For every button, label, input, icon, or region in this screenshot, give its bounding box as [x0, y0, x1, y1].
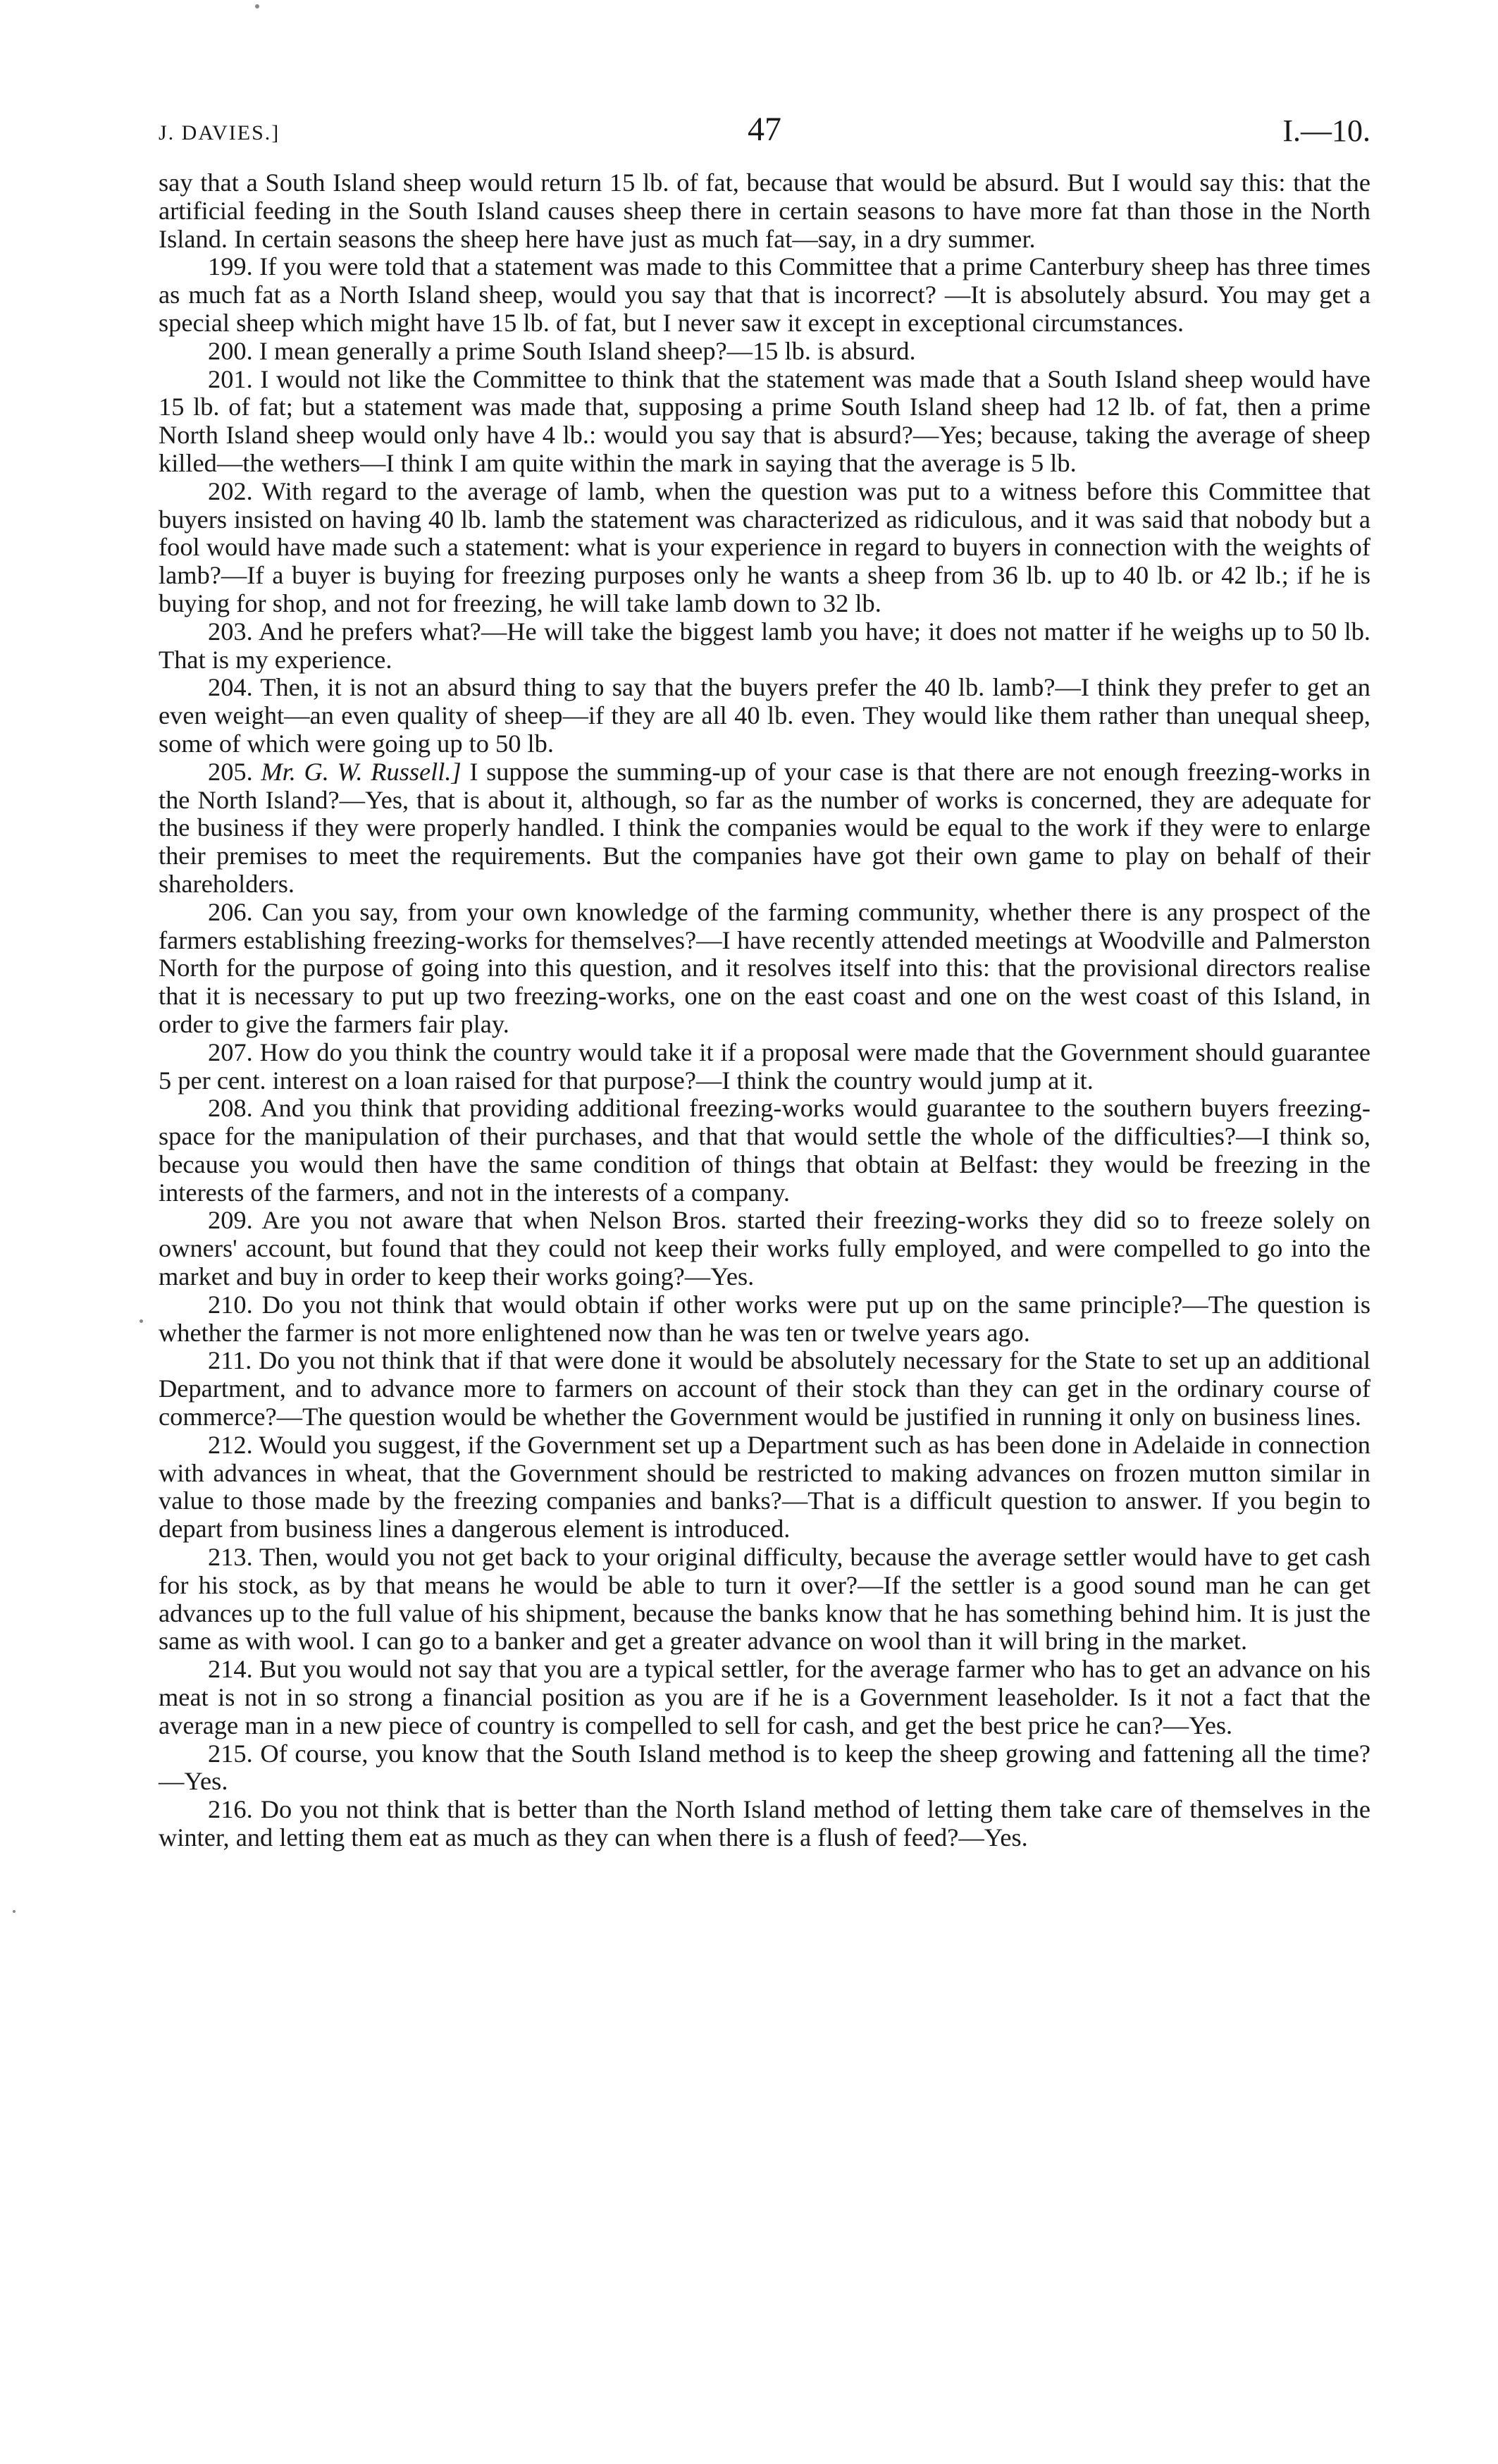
speaker-name: Mr. G. W. Russell.]	[261, 757, 462, 786]
question-214: 214. But you would not say that you are a typical settler, for the average farmer who has to get an advance on his meat is not in so strong a financial position as you are if he is a Government leaseholder. Is it not a fact that the average man in a new piece of country is compelled to sell for cash, and get the best price he can?—Yes.	[159, 1655, 1370, 1739]
scan-speck	[140, 1319, 143, 1323]
question-215: 215. Of course, you know that the South Island method is to keep the sheep growing and fattening all the time?—Yes.	[159, 1739, 1370, 1796]
question-206: 206. Can you say, from your own knowledge of the farming community, whether there is any prospect of the farmers establishing freezing-works for themselves?—I have recently attended meetings at Woodville and Palmerston North for the purpose of going into this question, and it resolves itself into this: that the provisional directors realise that it is necessary to put up two freezing-works, one on the east coast and one on the west coast of this Island, in order to give the farmers fair play.	[159, 897, 1370, 1038]
question-200: 200. I mean generally a prime South Island sheep?—15 lb. is absurd.	[208, 336, 916, 365]
document-reference: I.—10.	[1282, 113, 1370, 148]
question-text: I suppose the summing-up of your case is that there are not enough freezing-works in the North Island?—Yes, that is about it, although, so far as the number of works is concerned, they are adequate for the business if they were properly handled. I think the companies would be equal to the work if they were to enlarge their premises to meet the requirements. But the companies have got their own game to play on behalf of their shareholders.	[159, 757, 1370, 898]
header-witness-name: J. DAVIES.]	[159, 121, 280, 144]
question-211: 211. Do you not think that if that were done it would be absolutely necessary for the State to set up an additional Department, and to advance more to farmers on account of their stock than they can get in the ordinary course of commerce?—The question would be whether the Government would be justified in running it only on business lines.	[159, 1346, 1370, 1431]
page-number: 47	[748, 111, 781, 148]
paragraph-continuation: say that a South Island sheep would return 15 lb. of fat, because that would be absurd. But I would say this: that the artificial feeding in the South Island causes sheep there in certain seasons to have more fat than those in the North Island. In certain seasons the sheep here have just as much fat—say, in a dry summer.	[159, 168, 1370, 253]
question-213: 213. Then, would you not get back to your original difficulty, because the average settler would have to get cash for his stock, as by that means he would be able to turn it over?—If the settler is a good sound man he can get advances up to the full value of his shipment, because the banks know that he has something behind him. It is just the same as with wool. I can go to a banker and get a greater advance on wool than it will bring in the market.	[159, 1543, 1370, 1656]
document-page	[159, 106, 1370, 1852]
question-204: 204. Then, it is not an absurd thing to say that the buyers prefer the 40 lb. lamb?—I think they prefer to get an even weight—an even quality of sheep—if they are all 40 lb. even. They would like them rather than unequal sheep, some of which were going up to 50 lb.	[159, 673, 1370, 758]
question-number: 205.	[208, 757, 253, 786]
body-text	[159, 169, 1370, 1852]
page-header	[159, 106, 1370, 155]
question-216: 216. Do you not think that is better than the North Island method of letting them take care of themselves in the winter, and letting them eat as much as they can when there is a flush of feed?—Yes.	[159, 1795, 1370, 1852]
question-209: 209. Are you not aware that when Nelson Bros. started their freezing-works they did so to freeze solely on owners' account, but found that they could not keep their works fully employed, and were compelled to go into the market and buy in order to keep their works going?—Yes.	[159, 1206, 1370, 1291]
question-201: 201. I would not like the Committee to think that the statement was made that a South Island sheep would have 15 lb. of fat; but a statement was made that, supposing a prime South Island sheep had 12 lb. of fat, then a prime North Island sheep would only have 4 lb.: would you say that is absurd?—Yes; because, taking the average of sheep killed—the wethers—I think I am quite within the mark in saying that the average is 5 lb.	[159, 364, 1370, 477]
question-207: 207. How do you think the country would take it if a proposal were made that the Government should guarantee 5 per cent. interest on a loan raised for that purpose?—I think the country would jump at it.	[159, 1037, 1370, 1095]
question-208: 208. And you think that providing additional freezing-works would guarantee to the southern buyers freezing-space for the manipulation of their purchases, and that that would settle the whole of the difficulties?—I think so, because you would then have the same condition of things that obtain at Belfast: they would be freezing in the interests of the farmers, and not in the interests of a company.	[159, 1094, 1370, 1207]
scan-speck	[255, 4, 259, 8]
question-202: 202. With regard to the average of lamb, when the question was put to a witness before this Committee that buyers insisted on having 40 lb. lamb the statement was characterized as ridiculous, and it was said that nobody but a fool would have made such a statement: what is your experience in regard to buyers in connection with the weights of lamb?—If a buyer is buying for freezing purposes only he wants a sheep from 36 lb. up to 40 lb. or 42 lb.; if he is buying for shop, and not for freezing, he will take lamb down to 32 lb.	[159, 476, 1370, 617]
question-203: 203. And he prefers what?—He will take the biggest lamb you have; it does not matter if he weighs up to 50 lb. That is my experience.	[159, 617, 1370, 674]
question-210: 210. Do you not think that would obtain if other works were put up on the same principle?—The question is whether the farmer is not more enlightened now than he was ten or twelve years ago.	[159, 1290, 1370, 1347]
question-205	[159, 758, 1370, 899]
question-212: 212. Would you suggest, if the Government set up a Department such as has been done in Adelaide in connection with advances in wheat, that the Government should be restricted to making advances on frozen mutton similar in value to those made by the freezing companies and banks?—That is a difficult question to answer. If you begin to depart from business lines a dangerous element is introduced.	[159, 1430, 1370, 1544]
question-199: 199. If you were told that a statement was made to this Committee that a prime Canterbury sheep has three times as much fat as a North Island sheep, would you say that that is incorrect? —It is absolutely absurd. You may get a special sheep which might have 15 lb. of fat, but I never saw it except in exceptional circumstances.	[159, 252, 1370, 337]
scan-speck	[13, 1910, 16, 1913]
